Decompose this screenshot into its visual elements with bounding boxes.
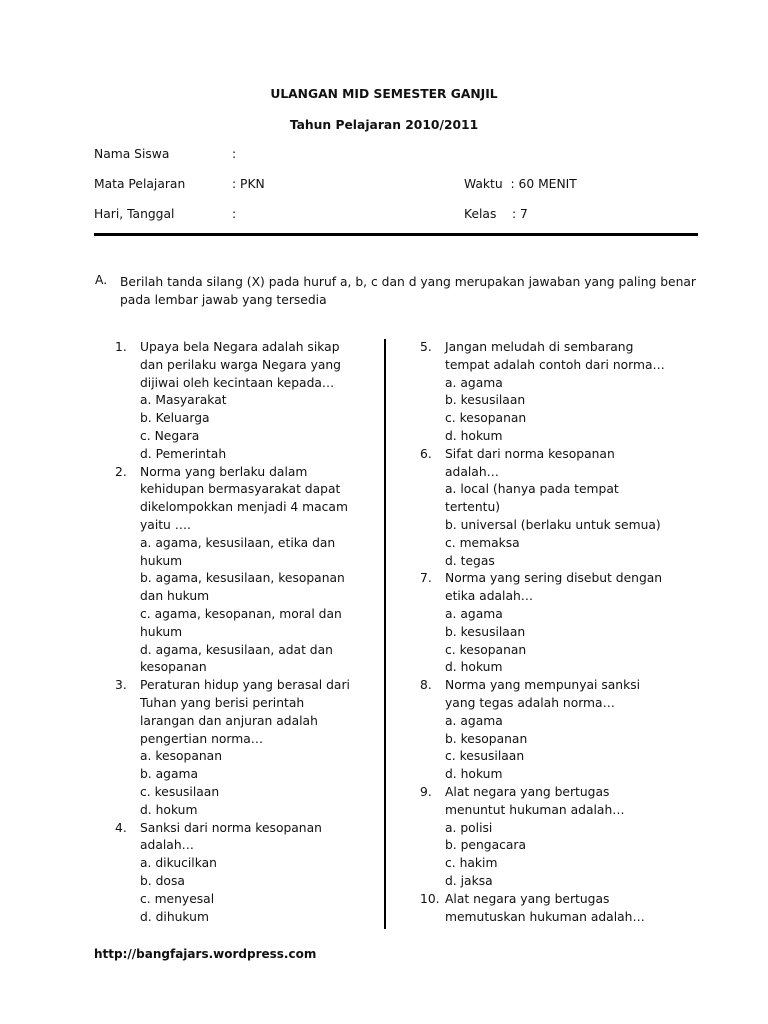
question-line: b. kesusilaan <box>445 624 526 639</box>
question-number: 5. <box>420 340 432 354</box>
question-line: yaitu …. <box>140 517 191 532</box>
questions-left-column <box>115 339 377 926</box>
question-line: Alat negara yang bertugas <box>445 891 610 906</box>
question-item <box>115 820 377 927</box>
question-line: b. agama, kesusilaan, kesopanan <box>140 571 345 586</box>
question-line: Sanksi dari norma kesopanan <box>140 820 322 835</box>
question-line: menuntut hukuman adalah… <box>445 802 625 817</box>
question-line: c. kesusilaan <box>140 784 220 799</box>
question-line: b. Keluarga <box>140 411 210 426</box>
question-line: b. universal (berlaku untuk semua) <box>445 517 661 532</box>
question-line: hukum <box>140 553 183 568</box>
question-line: c. hakim <box>445 856 498 871</box>
question-number: 4. <box>115 820 127 835</box>
question-line: hukum <box>140 624 183 639</box>
question-line: a. agama <box>445 375 503 390</box>
question-line: Sifat dari norma kesopanan <box>445 446 615 461</box>
question-line: d. agama, kesusilaan, adat dan <box>140 642 333 657</box>
time-info: Waktu : 60 MENIT <box>464 177 577 191</box>
question-line: tertentu) <box>445 500 501 515</box>
question-line: d. dihukum <box>140 909 209 924</box>
class-info: Kelas : 7 <box>464 207 528 221</box>
question-line: Jangan meludah di sembarang <box>445 340 634 354</box>
exam-title: ULANGAN MID SEMESTER GANJIL <box>270 87 498 101</box>
question-line: a. Masyarakat <box>140 393 227 408</box>
question-line: a. local (hanya pada tempat <box>445 482 619 497</box>
question-line: a. polisi <box>445 820 493 835</box>
question-line: Norma yang sering disebut dengan <box>445 571 663 586</box>
question-line: b. agama <box>140 767 199 782</box>
question-line: yang tegas adalah norma… <box>445 695 615 710</box>
question-line: Norma yang berlaku dalam <box>140 464 308 479</box>
question-line: kesopanan <box>140 660 207 675</box>
question-item <box>115 464 377 678</box>
question-line: a. agama <box>445 713 503 728</box>
question-line: b. kesopanan <box>445 731 528 746</box>
question-item <box>420 784 690 891</box>
question-line: c. memaksa <box>445 535 520 550</box>
question-line: a. agama, kesusilaan, etika dan <box>140 535 336 550</box>
question-item <box>420 446 690 571</box>
question-line: b. kesusilaan <box>445 393 526 408</box>
question-number: 3. <box>115 678 127 693</box>
question-item <box>420 570 690 677</box>
question-line: a. agama <box>445 606 503 621</box>
subject-label: Mata Pelajaran <box>94 177 186 191</box>
question-number: 10. <box>420 891 440 906</box>
question-item <box>420 339 690 446</box>
question-line: c. Negara <box>140 428 200 443</box>
column-divider <box>384 339 386 929</box>
subject-value: : PKN <box>232 177 265 191</box>
question-line: kehidupan bermasyarakat dapat <box>140 482 341 497</box>
question-line: d. Pemerintah <box>140 446 227 461</box>
student-name-value: : <box>232 147 237 161</box>
question-item <box>420 677 690 784</box>
question-line: Norma yang mempunyai sanksi <box>445 678 641 693</box>
question-item <box>420 891 690 927</box>
question-line: Peraturan hidup yang berasal dari <box>140 678 350 693</box>
section-letter: A. <box>95 273 108 287</box>
question-line: Upaya bela Negara adalah sikap <box>140 340 340 354</box>
question-item <box>115 339 377 464</box>
question-line: memutuskan hukuman adalah… <box>445 909 645 924</box>
instruction-text: Berilah tanda silang (X) pada huruf a, b, c dan d yang merupakan jawaban yang paling benar pada lembar jawab yang tersedia <box>120 275 696 307</box>
question-line: Alat negara yang bertugas <box>445 784 610 799</box>
date-label: Hari, Tanggal <box>94 207 175 221</box>
student-name-label: Nama Siswa <box>94 147 170 161</box>
question-line: d. hokum <box>445 767 503 782</box>
question-line: dan perilaku warga Negara yang <box>140 357 341 372</box>
header-divider <box>94 233 698 236</box>
question-line: d. jaksa <box>445 873 493 888</box>
question-line: pengertian norma… <box>140 731 264 746</box>
question-line: c. kesopanan <box>445 411 527 426</box>
date-value: : <box>232 207 237 221</box>
question-line: adalah… <box>445 464 499 479</box>
question-line: d. hokum <box>445 660 503 675</box>
question-number: 8. <box>420 678 432 693</box>
questions-right-column <box>420 339 690 926</box>
question-line: d. hokum <box>445 428 503 443</box>
question-line: dan hukum <box>140 589 210 604</box>
question-line: c. kesusilaan <box>445 749 525 764</box>
question-number: 9. <box>420 784 432 799</box>
question-line: b. pengacara <box>445 838 527 853</box>
question-line: a. kesopanan <box>140 749 222 764</box>
question-line: dijiwai oleh kecintaan kepada… <box>140 375 335 390</box>
question-line: d. hokum <box>140 802 198 817</box>
question-line: c. menyesal <box>140 891 215 906</box>
academic-year: Tahun Pelajaran 2010/2011 <box>289 118 479 132</box>
question-number: 6. <box>420 446 432 461</box>
question-line: dikelompokkan menjadi 4 macam <box>140 500 348 515</box>
question-number: 2. <box>115 464 127 479</box>
question-line: b. dosa <box>140 873 185 888</box>
question-number: 1. <box>115 340 127 354</box>
question-line: c. agama, kesopanan, moral dan <box>140 606 342 621</box>
question-line: adalah… <box>140 838 194 853</box>
question-line: a. dikucilkan <box>140 856 217 871</box>
question-line: d. tegas <box>445 553 495 568</box>
question-line: c. kesopanan <box>445 642 527 657</box>
question-item <box>115 677 377 819</box>
question-number: 7. <box>420 571 432 586</box>
footer-url: http://bangfajars.wordpress.com <box>94 947 317 961</box>
question-line: tempat adalah contoh dari norma… <box>445 357 665 372</box>
question-line: Tuhan yang berisi perintah <box>140 695 305 710</box>
question-line: etika adalah… <box>445 589 534 604</box>
question-line: larangan dan anjuran adalah <box>140 713 318 728</box>
